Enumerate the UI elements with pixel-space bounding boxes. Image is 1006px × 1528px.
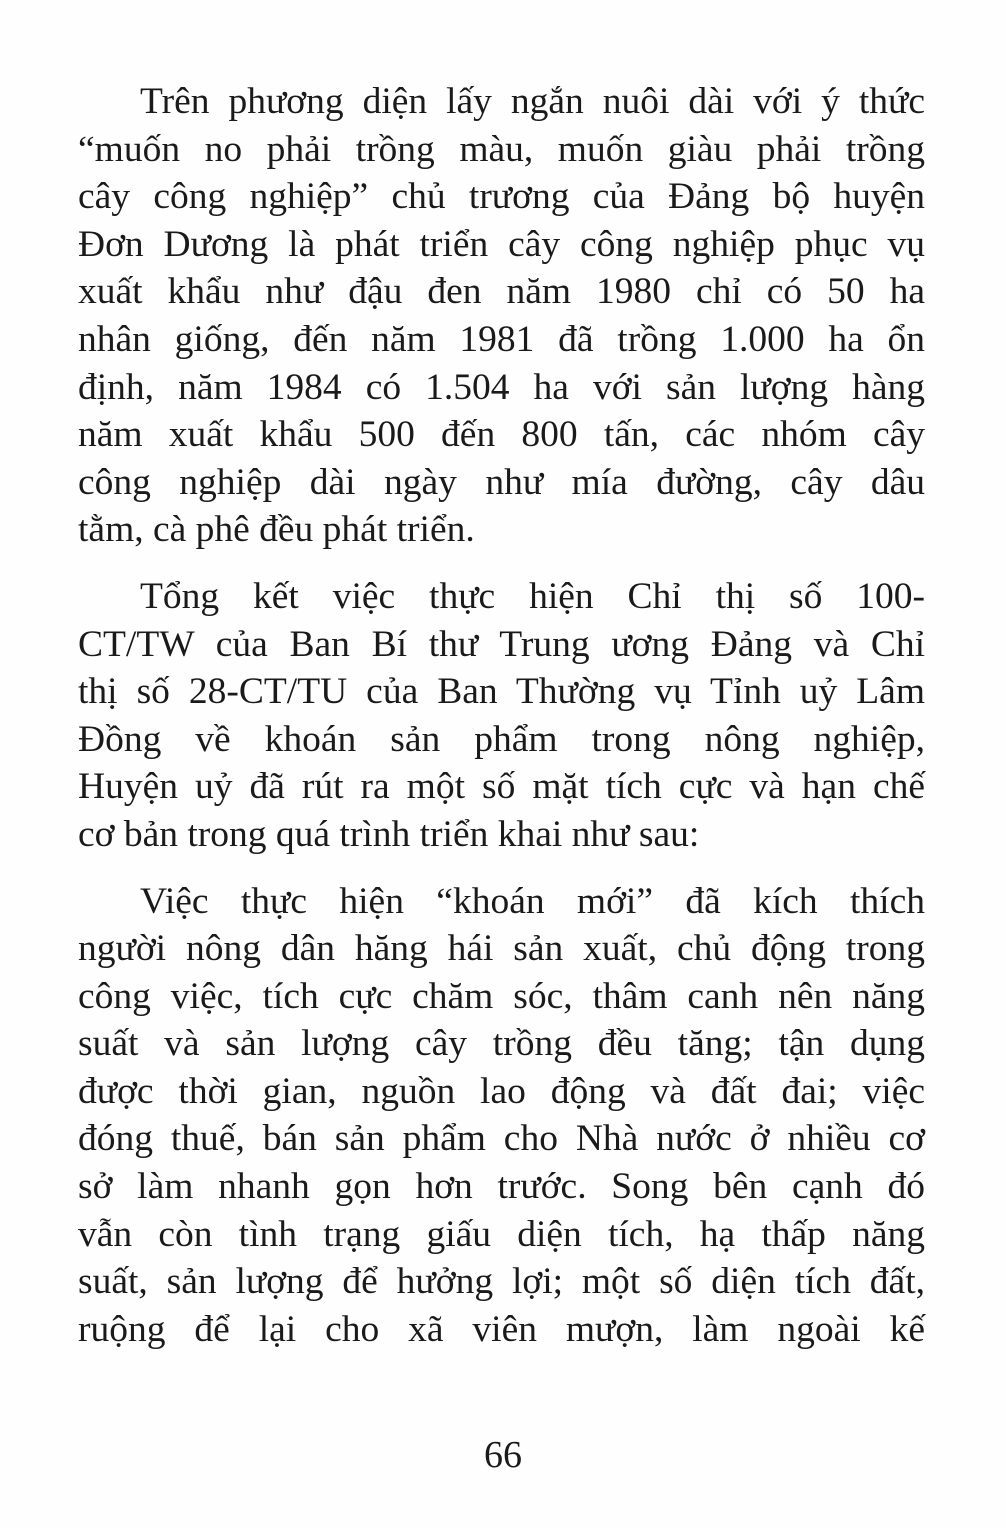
text-line: Đơn Dương là phát triển cây công nghiệp phục vụ xyxy=(78,223,925,265)
text-line: vẫn còn tình trạng giấu diện tích, hạ thấp năng xyxy=(78,1213,925,1255)
text-line: Việc thực hiện “khoán mới” đã kích thích xyxy=(140,880,925,922)
text-line: Trên phương diện lấy ngắn nuôi dài với ý thức xyxy=(140,81,925,122)
text-line: xuất khẩu như đậu đen năm 1980 chỉ có 50 ha xyxy=(78,271,925,313)
text-line: Huyện uỷ đã rút ra một số mặt tích cực và hạn chế xyxy=(78,766,925,808)
paragraph-1 xyxy=(78,78,925,554)
text-line: Đồng về khoán sản phẩm trong nông nghiệp, xyxy=(78,718,925,760)
text-line: năm xuất khẩu 500 đến 800 tấn, các nhóm cây xyxy=(78,414,925,456)
text-line: công nghiệp dài ngày như mía đường, cây dâu xyxy=(78,461,925,503)
page-number: 66 xyxy=(484,1434,522,1476)
text-line: công việc, tích cực chăm sóc, thâm canh nên năng xyxy=(78,975,925,1017)
text-line: cây công nghiệp” chủ trương của Đảng bộ huyện xyxy=(78,176,925,218)
text-line: cơ bản trong quá trình triển khai như sau: xyxy=(78,813,700,855)
text-line: định, năm 1984 có 1.504 ha với sản lượng hàng xyxy=(78,366,925,408)
text-line: đóng thuế, bán sản phẩm cho Nhà nước ở nhiều cơ xyxy=(78,1118,925,1160)
body-text xyxy=(78,78,925,1353)
text-line: suất và sản lượng cây trồng đều tăng; tận dụng xyxy=(78,1023,925,1065)
text-line: suất, sản lượng để hưởng lợi; một số diện tích đất, xyxy=(78,1261,925,1303)
text-line: ruộng để lại cho xã viên mượn, làm ngoài kế xyxy=(78,1308,925,1350)
text-line: người nông dân hăng hái sản xuất, chủ động trong xyxy=(78,928,925,970)
text-line: Tổng kết việc thực hiện Chỉ thị số 100- xyxy=(140,575,925,617)
text-line: được thời gian, nguồn lao động và đất đai; việc xyxy=(78,1070,925,1112)
text-line: thị số 28-CT/TU của Ban Thường vụ Tỉnh uỷ Lâm xyxy=(78,671,925,713)
text-line: “muốn no phải trồng màu, muốn giàu phải trồng xyxy=(78,128,925,170)
paragraph-3 xyxy=(78,878,925,1354)
text-line: nhân giống, đến năm 1981 đã trồng 1.000 ha ổn xyxy=(78,318,925,360)
text-line: CT/TW của Ban Bí thư Trung ương Đảng và Chỉ xyxy=(78,623,925,665)
text-line: sở làm nhanh gọn hơn trước. Song bên cạnh đó xyxy=(78,1166,925,1208)
paragraph-2 xyxy=(78,573,925,859)
text-line: tằm, cà phê đều phát triển. xyxy=(78,509,475,551)
